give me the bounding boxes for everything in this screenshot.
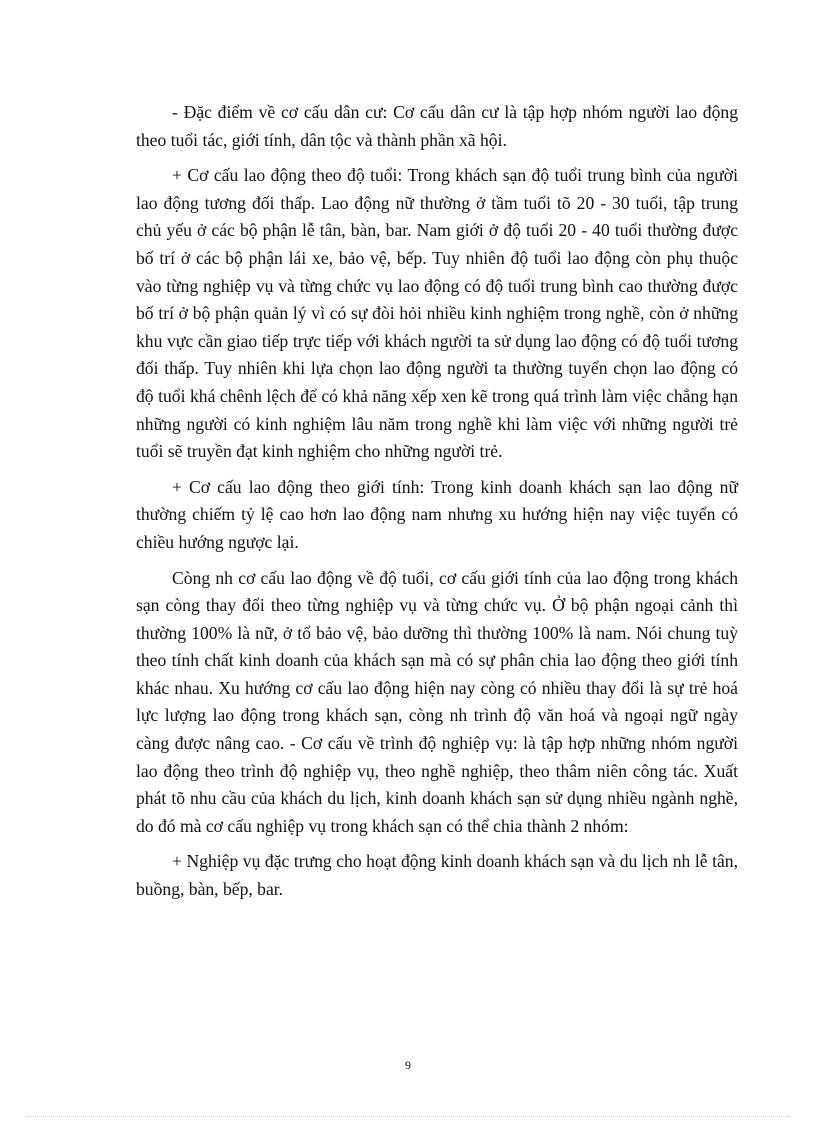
paragraph-gender-structure: + Cơ cấu lao động theo giới tính: Trong kinh doanh khách sạn lao động nữ thường chiếm tỷ lệ cao hơn lao động nam nhưng xu hướng hiện nay việc tuyển có chiều hướng ngược lại. <box>136 476 738 552</box>
page-number: 9 <box>405 1058 411 1072</box>
paragraph-population-structure: - Đặc điểm về cơ cấu dân cư: Cơ cấu dân cư là tập hợp nhóm người lao động theo tuổi tác, giới tính, dân tộc và thành phần xã hội. <box>136 102 738 150</box>
page-bottom-divider <box>26 1116 790 1117</box>
document-body <box>136 99 738 912</box>
paragraph-specialized-skills: + Nghiệp vụ đặc trưng cho hoạt động kinh doanh khách sạn và du lịch nh lễ tân, buồng, bàn, bếp, bar. <box>136 851 738 900</box>
paragraph-skill-structure: Còng nh cơ cấu lao động về độ tuổi, cơ cấu giới tính của lao động trong khách sạn còng thay đổi theo từng nghiệp vụ và từng chức vụ. Ở bộ phận ngoại cảnh thì thường 100% là nữ, ở tổ bảo vệ, bảo dưỡng thì thường 100% là nam. Nói chung tuỳ theo tính chất kinh doanh của khách sạn mà có sự phân chia lao động theo giới tính khác nhau. Xu hướng cơ cấu lao động hiện nay còng có nhiều thay đổi là sự trẻ hoá lực lượng lao động trong khách sạn, còng nh trình độ văn hoá và ngoại ngữ ngày càng được nâng cao. - Cơ cấu về trình độ nghiệp vụ: là tập hợp những nhóm người lao động theo trình độ nghiệp vụ, theo nghề nghiệp, theo thâm niên công tác. Xuất phát tõ nhu cầu của khách du lịch, kinh doanh khách sạn sử dụng nhiều ngành nghề, do đó mà cơ cấu nghiệp vụ trong khách sạn có thể chia thành 2 nhóm: <box>136 567 738 836</box>
paragraph-age-structure: + Cơ cấu lao động theo độ tuổi: Trong khách sạn độ tuổi trung bình của người lao động tương đối thấp. Lao động nữ thường ở tầm tuổi tõ 20 - 30 tuổi, tập trung chủ yếu ở các bộ phận lễ tân, bàn, bar. Nam giới ở độ tuổi 20 - 40 tuổi thường được bố trí ở các bộ phận lái xe, bảo vệ, bếp. Tuy nhiên độ tuổi lao động còn phụ thuộc vào từng nghiệp vụ và từng chức vụ lao động có độ tuổi trung bình cao thường được bố trí ở bộ phận quản lý vì có sự đòi hỏi nhiều kinh nghiệm trong nghề, còn ở những khu vực cần giao tiếp trực tiếp với khách người ta sử dụng lao động có độ tuổi tương đối thấp. Tuy nhiên khi lựa chọn lao động người ta thường tuyển chọn lao động có độ tuổi khá chênh lệch để có khả năng xếp xen kẽ trong quá trình làm việc chẳng hạn những người có kinh nghiệm lâu năm trong nghề khi làm việc với những người trẻ tuổi sẽ truyền đạt kinh nghiệm cho những người trẻ. <box>136 165 738 462</box>
